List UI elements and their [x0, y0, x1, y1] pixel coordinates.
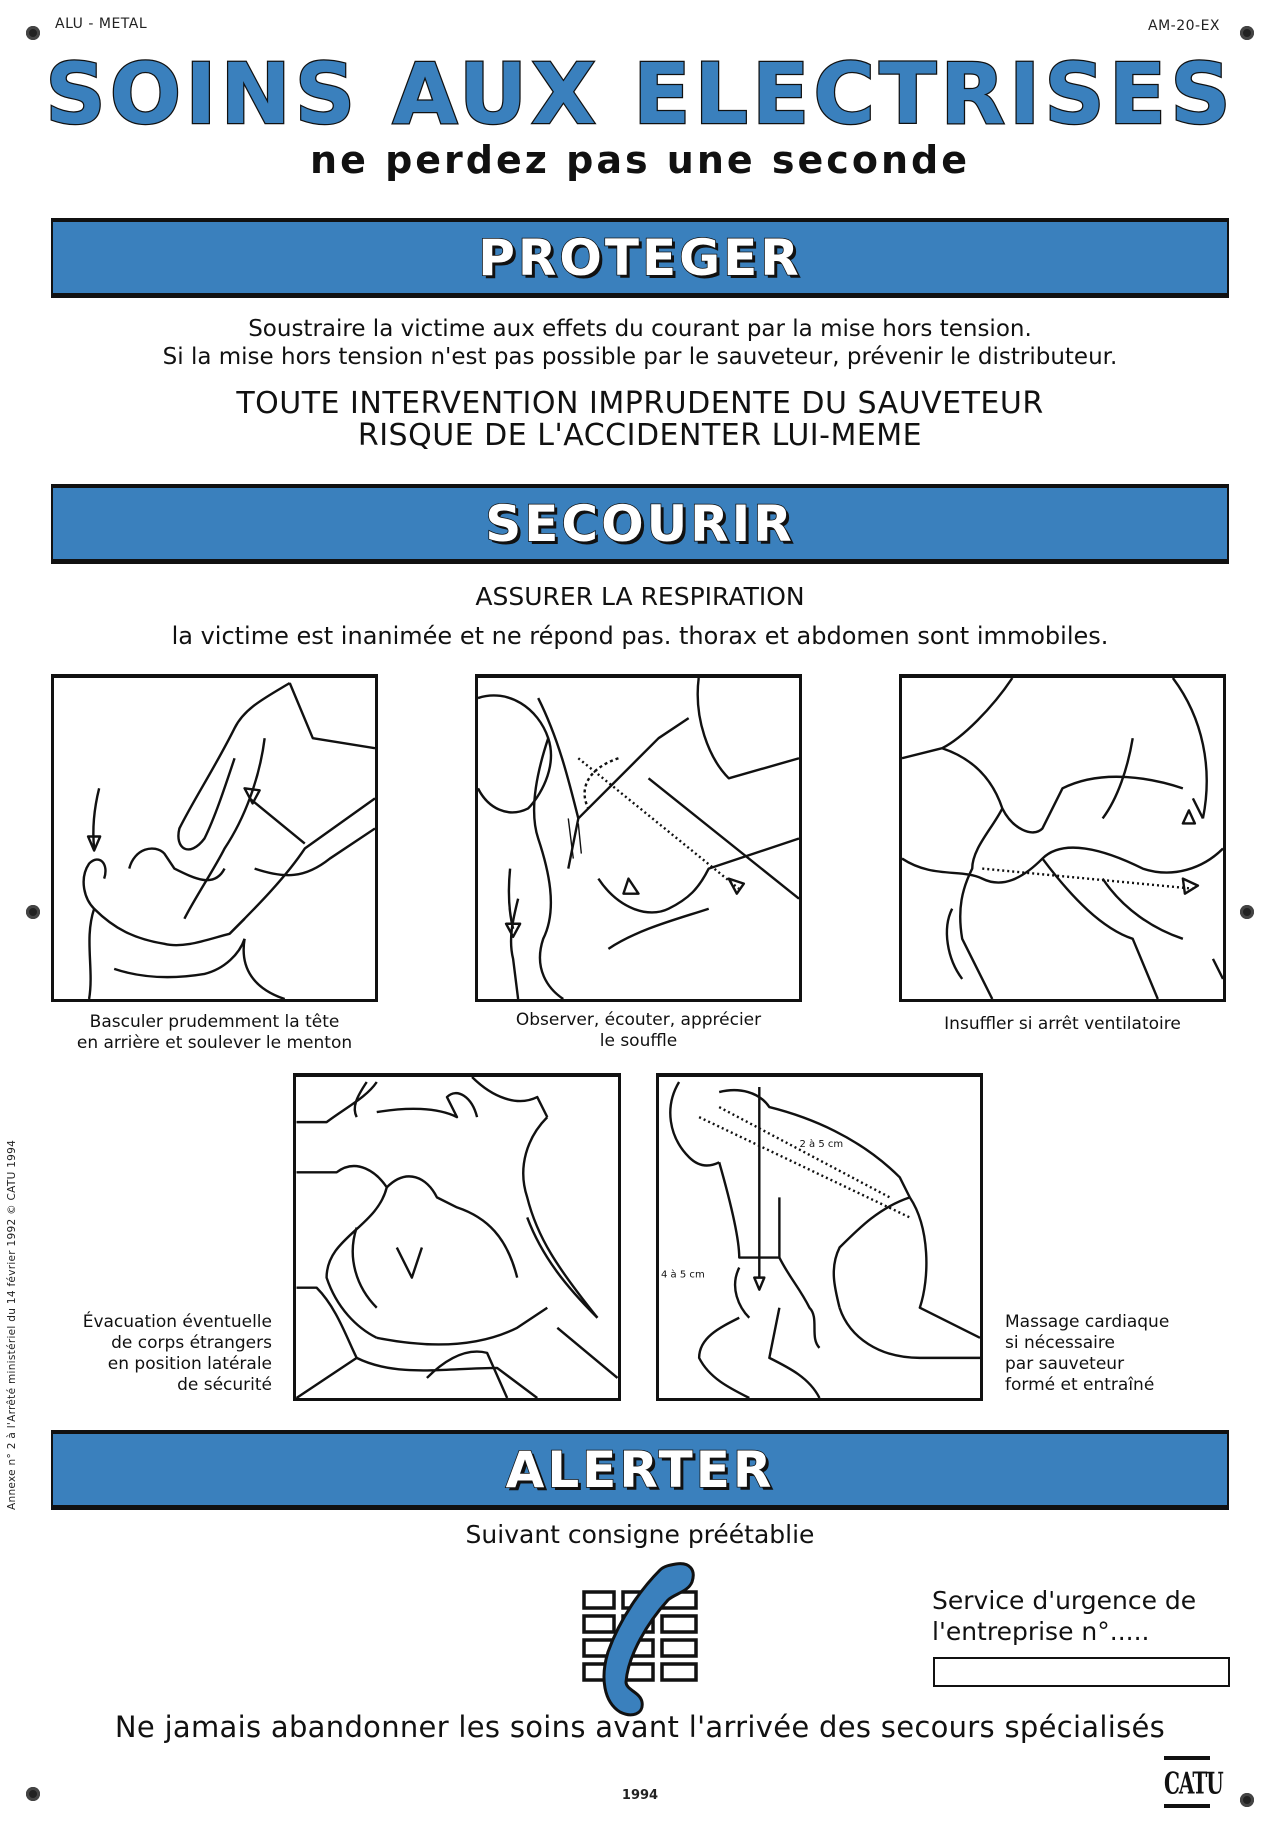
section-band-proteger — [51, 218, 1229, 298]
step-4-caption-line-4: de sécurité — [177, 1375, 272, 1395]
secourir-intro: la victime est inanimée et ne répond pas. thorax et abdomen sont immobiles. — [171, 622, 1109, 650]
step-5-caption — [1005, 1312, 1235, 1396]
step-4-caption — [40, 1312, 272, 1396]
proteger-line-1: Soustraire la victime aux effets du courant par la mise hors tension. — [248, 316, 1032, 342]
catu-logo-text: CATU — [1164, 1765, 1223, 1801]
catu-logo — [1164, 1756, 1223, 1808]
publication-year: 1994 — [621, 1788, 659, 1803]
section-heading-secourir: SECOURIR — [485, 494, 795, 553]
step-1-caption-line-1: Basculer prudemment la tête — [89, 1012, 340, 1032]
step-1-caption — [51, 1012, 378, 1054]
step-4-caption-line-1: Évacuation éventuelle — [82, 1312, 272, 1332]
step-5-caption-line-4: formé et entraîné — [1005, 1375, 1155, 1395]
regulatory-side-note: Annexe n° 2 à l'Arrêté ministériel du 14 février 1992 © CATU 1994 — [6, 1139, 18, 1510]
material-label: ALU - METAL — [55, 16, 148, 32]
poster-title: SOINS AUX ELECTRISES — [45, 45, 1235, 143]
mounting-hole-top-right — [1240, 26, 1254, 40]
step-3-caption-line-1: Insuffler si arrêt ventilatoire — [944, 1014, 1181, 1034]
rescue-breath-illustration — [899, 674, 1226, 1002]
proteger-line-2: Si la mise hors tension n'est pas possible par le sauveteur, prévenir le distributeur. — [162, 344, 1118, 370]
step-3-caption — [899, 1014, 1226, 1035]
poster-subtitle: ne perdez pas une seconde — [310, 138, 970, 182]
chest-compression-illustration — [656, 1073, 983, 1401]
section-heading-alerter: ALERTER — [505, 1440, 775, 1499]
step-5-caption-line-2: si nécessaire — [1005, 1333, 1115, 1353]
step-2-caption-line-2: le souffle — [599, 1031, 678, 1051]
mounting-hole-mid-right — [1240, 905, 1254, 919]
step-2-caption — [475, 1010, 802, 1052]
proteger-warning-line-1: TOUTE INTERVENTION IMPRUDENTE DU SAUVETEUR — [236, 386, 1044, 421]
step-5-caption-line-3: par sauveteur — [1005, 1354, 1125, 1374]
step-2-caption-line-1: Observer, écouter, apprécier — [515, 1010, 762, 1030]
compression-depth-annotation-2: 4 à 5 cm — [661, 1269, 705, 1281]
secourir-subheading: ASSURER LA RESPIRATION — [475, 582, 805, 611]
emergency-service-label — [932, 1585, 1196, 1647]
section-band-secourir — [51, 484, 1229, 564]
head-tilt-chin-lift-illustration — [51, 674, 378, 1002]
proteger-warning-line-2: RISQUE DE L'ACCIDENTER LUI-MEME — [357, 418, 923, 453]
step-4-caption-line-3: en position latérale — [107, 1354, 272, 1374]
recovery-position-illustration — [293, 1073, 621, 1401]
compression-depth-annotation-1: 2 à 5 cm — [799, 1139, 844, 1151]
emergency-service-label-line-1: Service d'urgence de — [932, 1586, 1197, 1615]
mounting-hole-top-left — [26, 26, 40, 40]
section-band-alerter — [51, 1430, 1229, 1510]
footer-message: Ne jamais abandonner les soins avant l'arrivée des secours spécialisés — [114, 1710, 1166, 1744]
step-4-caption-line-2: de corps étrangers — [111, 1333, 272, 1353]
alerter-instruction: Suivant consigne préétablie — [465, 1520, 815, 1549]
step-1-caption-line-2: en arrière et soulever le menton — [76, 1033, 353, 1053]
telephone-keypad-icon — [578, 1560, 708, 1720]
mounting-hole-mid-left — [26, 905, 40, 919]
section-heading-proteger: PROTEGER — [478, 228, 802, 287]
step-5-caption-line-1: Massage cardiaque — [1005, 1312, 1170, 1332]
look-listen-feel-illustration — [475, 674, 802, 1002]
emergency-service-label-line-2: l'entreprise n°..... — [932, 1617, 1150, 1646]
reference-code: AM-20-EX — [1148, 18, 1221, 34]
emergency-number-field[interactable] — [933, 1657, 1230, 1687]
